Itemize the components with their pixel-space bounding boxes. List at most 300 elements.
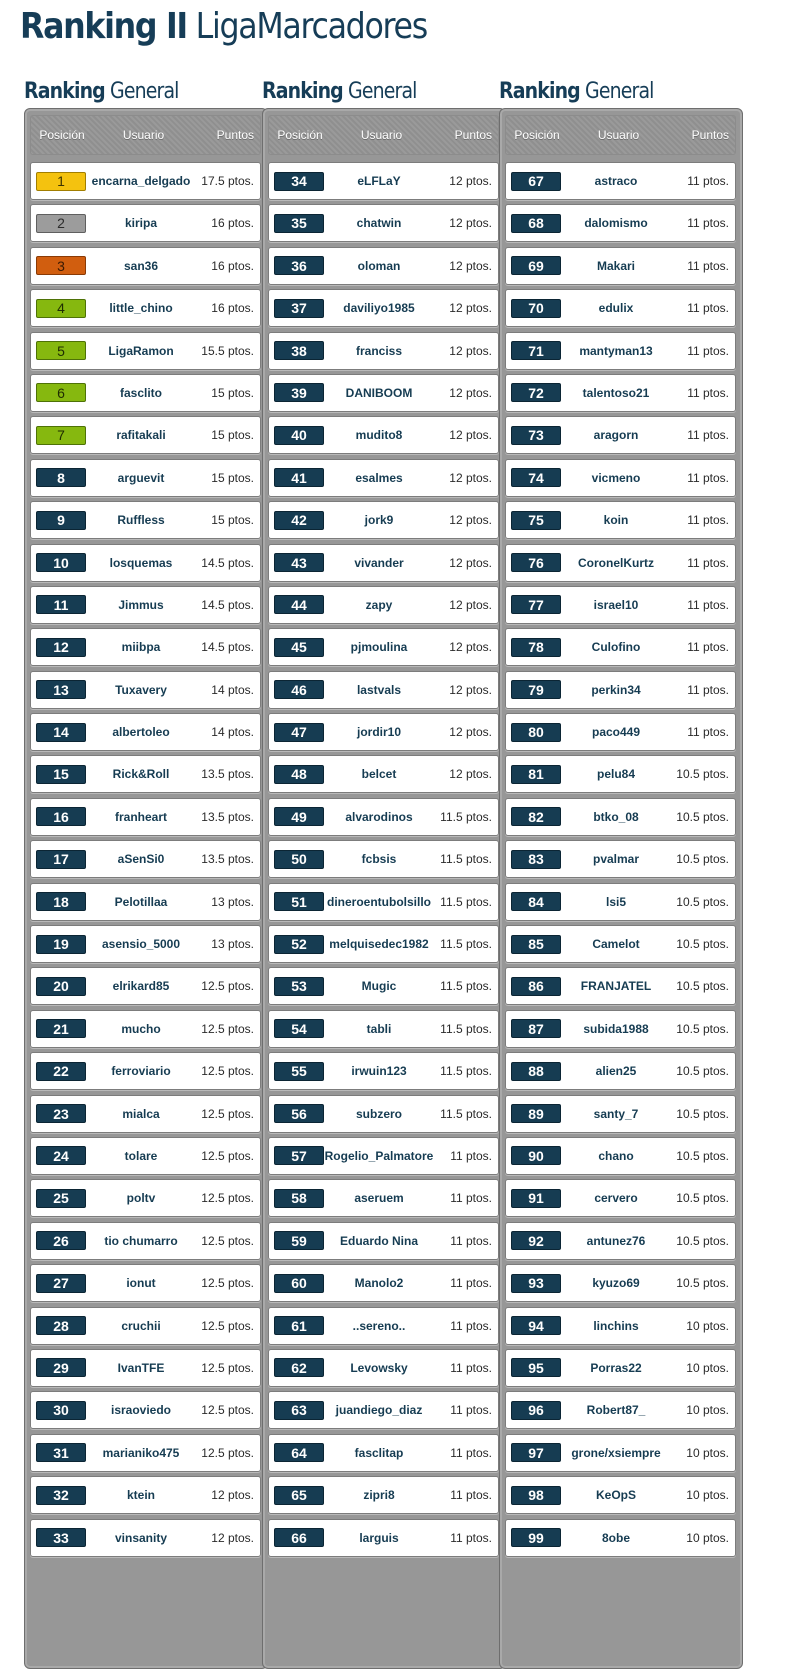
username-link[interactable]: LigaRamon [108, 343, 174, 358]
ranking-row [505, 1476, 736, 1514]
position-badge: 26 [36, 1231, 86, 1250]
ranking-row [505, 1052, 736, 1090]
username-link[interactable]: subida1988 [583, 1021, 649, 1036]
position-badge: 3 [36, 256, 86, 275]
ranking-row [505, 1222, 736, 1260]
ranking-row [268, 628, 499, 666]
position-badge: 20 [36, 977, 86, 996]
username-link[interactable]: ktein [126, 1488, 155, 1503]
points-value: 11 ptos. [450, 1530, 492, 1545]
position-badge: 15 [36, 765, 86, 784]
points-value: 11 ptos. [687, 597, 729, 612]
points-value: 12 ptos. [449, 428, 492, 443]
points-value: 12.5 ptos. [201, 1233, 254, 1248]
points-value: 12 ptos. [449, 767, 492, 782]
position-badge: 37 [274, 299, 324, 318]
username-link[interactable]: mudito8 [355, 428, 403, 443]
ranking-row [505, 289, 736, 327]
column-title-rest: General [348, 79, 417, 104]
ranking-row [268, 1095, 499, 1133]
position-badge: 56 [274, 1104, 324, 1123]
username-link[interactable]: lsi5 [605, 894, 626, 909]
username-link[interactable]: asensio_5000 [101, 937, 181, 952]
username-link[interactable]: alvarodinos [345, 809, 413, 824]
username-link[interactable]: Camelot [592, 937, 640, 952]
username-link[interactable]: miibpa [121, 640, 161, 655]
position-badge: 21 [36, 1019, 86, 1038]
username-link[interactable]: lastvals [356, 682, 402, 697]
ranking-row [505, 1434, 736, 1472]
position-badge: 77 [511, 595, 561, 614]
ranking-row [30, 1095, 261, 1133]
ranking-row [505, 1391, 736, 1429]
points-value: 11 ptos. [687, 258, 729, 273]
username-link[interactable]: Ruffless [117, 513, 165, 528]
position-badge: 34 [274, 172, 324, 191]
username-link[interactable]: Levowsky [350, 1360, 408, 1375]
username-link[interactable]: oloman [357, 258, 401, 273]
username-link[interactable]: Pelotillaa [114, 894, 168, 909]
username-link[interactable]: ..sereno.. [352, 1318, 406, 1333]
username-link[interactable]: mialca [122, 1106, 160, 1121]
ranking-panel [262, 108, 506, 1669]
position-badge: 35 [274, 214, 324, 233]
ranking-row [268, 1137, 499, 1175]
position-badge: 6 [36, 383, 86, 402]
position-badge: 67 [511, 172, 561, 191]
table-header [268, 115, 499, 155]
position-badge: 99 [511, 1528, 561, 1547]
ranking-row [268, 1476, 499, 1514]
ranking-row [505, 755, 736, 793]
username-link[interactable]: Culofino [591, 640, 641, 655]
points-value: 11 ptos. [687, 725, 729, 740]
points-value: 12.5 ptos. [201, 1064, 254, 1079]
column-title [499, 78, 709, 106]
username-link[interactable]: Robert87_ [586, 1403, 646, 1418]
username-link[interactable]: Makari [596, 258, 636, 273]
ranking-row [30, 374, 261, 412]
ranking-row [505, 416, 736, 454]
username-link[interactable]: elrikard85 [112, 979, 170, 994]
username-link[interactable]: DANIBOOM [345, 385, 413, 400]
position-badge: 22 [36, 1062, 86, 1081]
ranking-row [30, 289, 261, 327]
points-value: 16 ptos. [211, 301, 254, 316]
position-badge: 92 [511, 1231, 561, 1250]
username-link[interactable]: franheart [114, 809, 167, 824]
username-link[interactable]: tabli [366, 1021, 392, 1036]
ranking-row [268, 1222, 499, 1260]
ranking-row [30, 671, 261, 709]
username-link[interactable]: KeOpS [595, 1488, 636, 1503]
header-user: Usuario [122, 128, 165, 142]
points-value: 12 ptos. [449, 725, 492, 740]
username-link[interactable]: arguevit [117, 470, 165, 485]
username-link[interactable]: esalmes [355, 470, 403, 485]
position-badge: 87 [511, 1019, 561, 1038]
position-badge: 90 [511, 1146, 561, 1165]
points-value: 15 ptos. [211, 385, 254, 400]
ranking-row [505, 925, 736, 963]
username-link[interactable]: Eduardo Nina [339, 1233, 418, 1248]
points-value: 10.5 ptos. [676, 852, 729, 867]
points-value: 15.5 ptos. [201, 343, 254, 358]
position-badge: 18 [36, 892, 86, 911]
username-link[interactable]: tio chumarro [104, 1233, 178, 1248]
username-link[interactable]: grone/xsiempre [571, 1445, 661, 1460]
username-link[interactable]: eLFLaY [357, 174, 401, 188]
points-value: 10 ptos. [686, 1360, 729, 1375]
username-link[interactable]: Manolo2 [354, 1276, 404, 1291]
username-link[interactable]: FRANJATEL [580, 979, 652, 994]
position-badge: 28 [36, 1316, 86, 1335]
points-value: 11 ptos. [687, 470, 729, 485]
username-link[interactable]: santy_7 [593, 1106, 639, 1121]
position-badge: 66 [274, 1528, 324, 1547]
position-badge: 32 [36, 1486, 86, 1505]
points-value: 17.5 ptos. [201, 174, 254, 188]
points-value: 12.5 ptos. [201, 1106, 254, 1121]
points-value: 12 ptos. [449, 513, 492, 528]
position-badge: 65 [274, 1486, 324, 1505]
points-value: 12.5 ptos. [201, 1403, 254, 1418]
username-link[interactable]: kyuzo69 [592, 1276, 640, 1291]
ranking-row [30, 247, 261, 285]
ranking-row [268, 1010, 499, 1048]
position-badge: 91 [511, 1189, 561, 1208]
username-link[interactable]: linchins [593, 1318, 639, 1333]
username-link[interactable]: jork9 [364, 513, 394, 528]
column-title-bold: Ranking [262, 79, 343, 104]
username-link[interactable]: mantyman13 [579, 343, 653, 358]
column-title [262, 78, 472, 106]
header-points: Puntos [691, 128, 729, 142]
header-position: Posición [277, 128, 323, 142]
ranking-row [505, 1137, 736, 1175]
username-link[interactable]: franciss [355, 343, 403, 358]
ranking-row [30, 798, 261, 836]
position-badge: 43 [274, 553, 324, 572]
username-link[interactable]: astraco [594, 174, 638, 188]
username-link[interactable]: vinsanity [114, 1530, 168, 1545]
position-badge: 38 [274, 341, 324, 360]
header-user: Usuario [360, 128, 403, 142]
points-value: 14 ptos. [211, 682, 254, 697]
username-link[interactable]: vicmeno [591, 470, 641, 485]
ranking-row [30, 1476, 261, 1514]
points-value: 15 ptos. [211, 428, 254, 443]
points-value: 12.5 ptos. [201, 1021, 254, 1036]
position-badge: 39 [274, 383, 324, 402]
points-value: 11.5 ptos. [440, 894, 492, 909]
ranking-row [268, 501, 499, 539]
position-badge: 25 [36, 1189, 86, 1208]
points-value: 12 ptos. [449, 258, 492, 273]
points-value: 10.5 ptos. [676, 1191, 729, 1206]
username-link[interactable]: subzero [355, 1106, 402, 1121]
ranking-row [505, 1179, 736, 1217]
ranking-row [30, 1349, 261, 1387]
username-link[interactable]: paco449 [591, 725, 641, 740]
points-value: 12 ptos. [449, 216, 492, 231]
position-badge: 98 [511, 1486, 561, 1505]
column-title-rest: General [585, 79, 654, 104]
ranking-row [30, 501, 261, 539]
position-badge: 42 [274, 511, 324, 530]
points-value: 10.5 ptos. [676, 809, 729, 824]
points-value: 12 ptos. [449, 174, 492, 188]
username-link[interactable]: israel10 [593, 597, 639, 612]
points-value: 13.5 ptos. [201, 852, 254, 867]
ranking-row [268, 1264, 499, 1302]
username-link[interactable]: Mugic [361, 979, 397, 994]
username-link[interactable]: perkin34 [591, 682, 641, 697]
ranking-row [30, 1222, 261, 1260]
position-badge: 76 [511, 553, 561, 572]
points-value: 12 ptos. [449, 301, 492, 316]
username-link[interactable]: Rogelio_Palmatore [324, 1148, 434, 1163]
username-link[interactable]: vivander [354, 555, 404, 570]
ranking-row [268, 755, 499, 793]
ranking-row [505, 162, 736, 200]
username-link[interactable]: tolare [124, 1148, 158, 1163]
ranking-row [505, 1349, 736, 1387]
ranking-row [30, 416, 261, 454]
points-value: 14 ptos. [211, 725, 254, 740]
ranking-row [505, 501, 736, 539]
ranking-row [505, 628, 736, 666]
points-value: 11.5 ptos. [440, 1021, 492, 1036]
page-title [20, 6, 427, 47]
username-link[interactable]: chatwin [356, 216, 402, 231]
position-badge: 50 [274, 850, 324, 869]
username-link[interactable]: cruchii [121, 1318, 161, 1333]
position-badge: 2 [36, 214, 86, 233]
points-value: 11 ptos. [450, 1148, 492, 1163]
position-badge: 89 [511, 1104, 561, 1123]
ranking-row [268, 1052, 499, 1090]
username-link[interactable]: fcbsis [361, 852, 397, 867]
position-badge: 72 [511, 383, 561, 402]
username-link[interactable]: juandiego_diaz [335, 1403, 423, 1418]
username-link[interactable]: aseruem [354, 1191, 404, 1206]
username-link[interactable]: fasclito [119, 385, 162, 400]
position-badge: 9 [36, 511, 86, 530]
points-value: 11 ptos. [450, 1403, 492, 1418]
points-value: 14.5 ptos. [201, 640, 254, 655]
position-badge: 71 [511, 341, 561, 360]
points-value: 11 ptos. [450, 1445, 492, 1460]
ranking-row [268, 713, 499, 751]
username-link[interactable]: Porras22 [590, 1360, 642, 1375]
username-link[interactable]: san36 [123, 258, 159, 273]
position-badge: 63 [274, 1401, 324, 1420]
ranking-row [505, 1519, 736, 1557]
position-badge: 24 [36, 1146, 86, 1165]
header-points: Puntos [216, 128, 254, 142]
points-value: 11.5 ptos. [440, 852, 492, 867]
points-value: 12.5 ptos. [201, 1276, 254, 1291]
page-title-rest: LigaMarcadores [195, 6, 427, 47]
points-value: 10 ptos. [686, 1318, 729, 1333]
ranking-row [30, 586, 261, 624]
username-link[interactable]: cervero [594, 1191, 638, 1206]
position-badge: 49 [274, 807, 324, 826]
username-link[interactable]: pelu84 [596, 767, 635, 782]
ranking-row [268, 1391, 499, 1429]
username-link[interactable]: aragorn [593, 428, 639, 443]
header-position: Posición [514, 128, 560, 142]
position-badge: 12 [36, 638, 86, 657]
points-value: 12 ptos. [449, 470, 492, 485]
username-link[interactable]: daviliyo1985 [343, 301, 415, 316]
position-badge: 47 [274, 723, 324, 742]
ranking-row [505, 883, 736, 921]
ranking-row [30, 1010, 261, 1048]
ranking-row [30, 1179, 261, 1217]
ranking-row [268, 332, 499, 370]
username-link[interactable]: belcet [361, 767, 397, 782]
points-value: 10.5 ptos. [676, 1233, 729, 1248]
username-link[interactable]: jordir10 [356, 725, 401, 740]
username-link[interactable]: chano [598, 1148, 634, 1163]
position-badge: 10 [36, 553, 86, 572]
ranking-row [268, 586, 499, 624]
ranking-row [505, 967, 736, 1005]
username-link[interactable]: little_chino [109, 301, 173, 316]
ranking-row [268, 374, 499, 412]
ranking-row [268, 925, 499, 963]
username-link[interactable]: mucho [121, 1021, 161, 1036]
username-link[interactable]: Jimmus [118, 597, 164, 612]
username-link[interactable]: encarna_delgado [91, 174, 191, 188]
points-value: 10.5 ptos. [676, 767, 729, 782]
position-badge: 30 [36, 1401, 86, 1420]
username-link[interactable]: dineroentubolsillo [327, 894, 431, 909]
points-value: 11 ptos. [687, 216, 729, 231]
username-link[interactable]: 8obe [601, 1530, 630, 1545]
position-badge: 11 [36, 595, 86, 614]
position-badge: 53 [274, 977, 324, 996]
username-link[interactable]: larguis [359, 1530, 399, 1545]
ranking-row [505, 713, 736, 751]
username-link[interactable]: edulix [598, 301, 634, 316]
points-value: 11.5 ptos. [440, 979, 492, 994]
points-value: 10.5 ptos. [676, 1064, 729, 1079]
username-link[interactable]: marianiko475 [102, 1445, 180, 1460]
ranking-column-2 [262, 78, 506, 1669]
ranking-row [268, 1179, 499, 1217]
username-link[interactable]: pjmoulina [350, 640, 408, 655]
position-badge: 73 [511, 426, 561, 445]
position-badge: 88 [511, 1062, 561, 1081]
points-value: 12.5 ptos. [201, 1148, 254, 1163]
ranking-row [30, 925, 261, 963]
username-link[interactable]: aSenSi0 [117, 852, 165, 867]
position-badge: 5 [36, 341, 86, 360]
position-badge: 41 [274, 468, 324, 487]
username-link[interactable]: Tuxavery [115, 682, 167, 697]
username-link[interactable]: albertoleo [112, 725, 170, 740]
username-link[interactable]: kiripa [124, 216, 157, 231]
points-value: 11 ptos. [687, 513, 729, 528]
username-link[interactable]: melquisedec1982 [329, 937, 429, 952]
ranking-row [30, 332, 261, 370]
username-link[interactable]: zipri8 [363, 1488, 395, 1503]
username-link[interactable]: israoviedo [110, 1403, 172, 1418]
username-link[interactable]: btko_08 [593, 809, 639, 824]
username-link[interactable]: alien25 [595, 1064, 637, 1079]
points-value: 11 ptos. [450, 1191, 492, 1206]
ranking-row [30, 459, 261, 497]
username-link[interactable]: Rick&Roll [112, 767, 170, 782]
points-value: 12 ptos. [211, 1530, 254, 1545]
header-position: Posición [39, 128, 85, 142]
points-value: 11 ptos. [687, 640, 729, 655]
username-link[interactable]: IvanTFE [117, 1360, 165, 1375]
ranking-row [505, 1010, 736, 1048]
position-badge: 44 [274, 595, 324, 614]
username-link[interactable]: zapy [365, 597, 393, 612]
username-link[interactable]: ferroviario [111, 1064, 171, 1079]
username-link[interactable]: pvalmar [592, 852, 640, 867]
ranking-panel [499, 108, 743, 1669]
username-link[interactable]: rafitakali [116, 428, 166, 443]
ranking-row [30, 1519, 261, 1557]
points-value: 13.5 ptos. [201, 809, 254, 824]
ranking-row [268, 162, 499, 200]
column-title-rest: General [110, 79, 179, 104]
points-value: 12 ptos. [449, 385, 492, 400]
points-value: 12.5 ptos. [201, 1191, 254, 1206]
points-value: 11 ptos. [687, 174, 729, 188]
username-link[interactable]: poltv [126, 1191, 156, 1206]
points-value: 12 ptos. [211, 1488, 254, 1503]
points-value: 11 ptos. [687, 385, 729, 400]
position-badge: 79 [511, 680, 561, 699]
ranking-row [30, 204, 261, 242]
username-link[interactable]: losquemas [109, 555, 173, 570]
points-value: 10.5 ptos. [676, 894, 729, 909]
username-link[interactable]: dalomismo [584, 216, 648, 231]
position-badge: 61 [274, 1316, 324, 1335]
username-link[interactable]: fasclitap [354, 1445, 404, 1460]
column-title-bold: Ranking [24, 79, 105, 104]
ranking-rows [505, 162, 736, 1557]
username-link[interactable]: koin [603, 513, 629, 528]
username-link[interactable]: CoronelKurtz [578, 555, 654, 570]
position-badge: 46 [274, 680, 324, 699]
ranking-row [30, 840, 261, 878]
header-user: Usuario [597, 128, 640, 142]
username-link[interactable]: irwuin123 [351, 1064, 407, 1079]
position-badge: 78 [511, 638, 561, 657]
username-link[interactable]: talentoso21 [582, 385, 650, 400]
ranking-row [30, 162, 261, 200]
position-badge: 52 [274, 935, 324, 954]
username-link[interactable]: ionut [126, 1276, 156, 1291]
ranking-row [30, 544, 261, 582]
ranking-row [268, 1307, 499, 1345]
points-value: 12.5 ptos. [201, 1445, 254, 1460]
points-value: 11 ptos. [450, 1276, 492, 1291]
points-value: 14.5 ptos. [201, 555, 254, 570]
position-badge: 80 [511, 723, 561, 742]
position-badge: 8 [36, 468, 86, 487]
points-value: 11 ptos. [687, 555, 729, 570]
username-link[interactable]: antunez76 [586, 1233, 646, 1248]
